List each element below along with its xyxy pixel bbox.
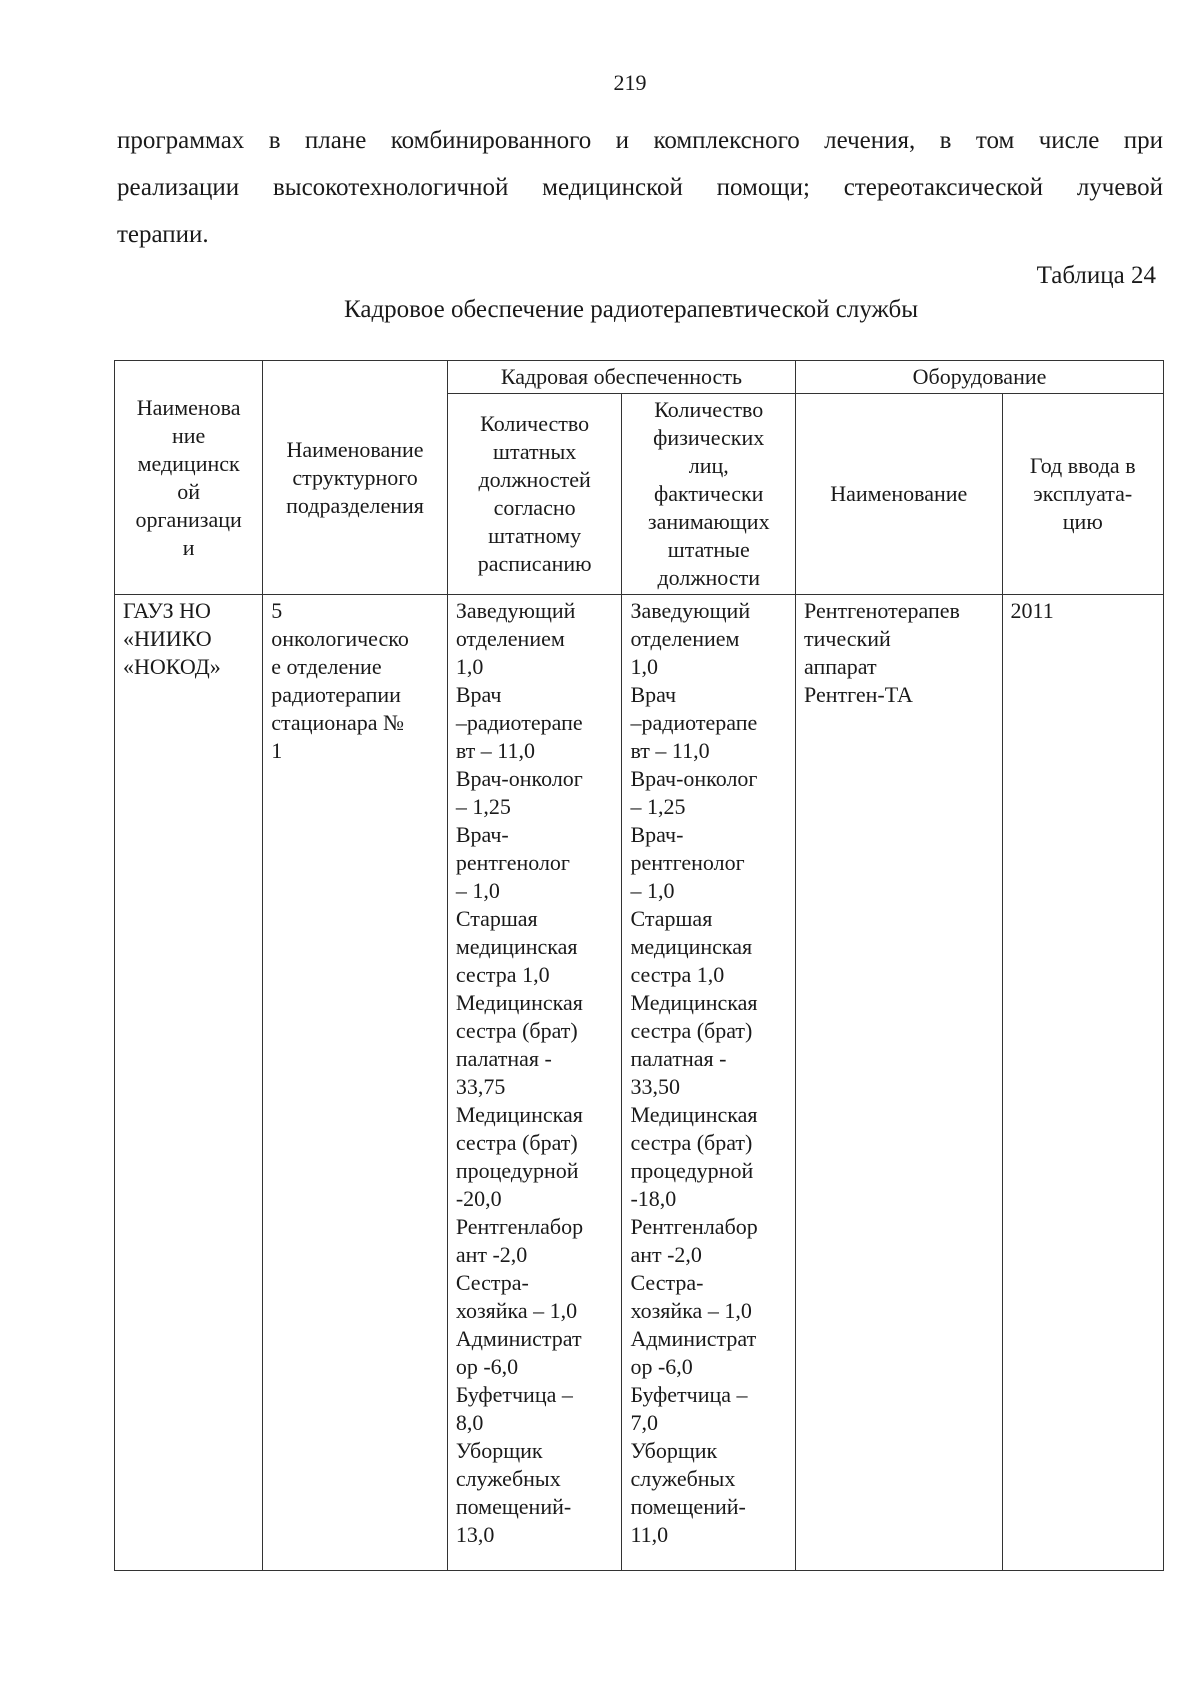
cell-line: служебных [630,1466,736,1491]
cell-line: 1,0 [455,654,484,679]
cell-line: Заведующий [455,598,576,623]
cell-line: е отделение [271,654,382,679]
cell-line: Сестра- [630,1270,704,1295]
header-staff-persons [622,394,796,595]
cell-line: аппарат [804,654,877,679]
cell-line: Рентгенлабор [455,1214,584,1239]
staffing-table [114,360,1164,1571]
cell-line: Администрат [630,1326,757,1351]
cell-organization [115,595,263,1571]
cell-line: сестра (брат) [630,1018,753,1043]
cell-line: штатные [667,537,750,562]
cell-line: Наименова [136,394,241,420]
cell-line: занимающих [647,509,770,534]
cell-line: процедурной [455,1158,579,1183]
cell-line: Уборщик [630,1438,718,1463]
header-equipment-year [1002,394,1163,595]
intro-paragraph [117,117,1163,258]
cell-line: служебных [455,1466,561,1491]
cell-line: помещений- [455,1494,572,1519]
cell-line: Сестра- [455,1270,529,1295]
cell-line: палатная - [455,1046,552,1071]
cell-line: Рентгенлабор [630,1214,758,1239]
cell-line: медицинская [630,934,753,959]
cell-line: Рентгенотерапев [804,598,960,623]
cell-line: «НИИКО [123,626,212,651]
table-number: Таблица 24 [1036,262,1156,289]
cell-line: ой [177,478,201,504]
cell-line: вт – 11,0 [455,738,535,763]
cell-line: сестра 1,0 [630,962,725,987]
cell-line: сестра (брат) [630,1130,753,1155]
cell-line: палатная - [630,1046,727,1071]
cell-line: ГАУЗ НО [123,598,211,623]
cell-line: Медицинская [630,990,758,1015]
cell-line: –радиотерапе [630,710,758,735]
table-title: Кадровое обеспечение радиотерапевтической службы [344,296,918,323]
cell-line: и [182,534,195,560]
cell-line: медицинск [137,450,240,476]
cell-line: ор -6,0 [455,1354,519,1379]
header-staffing-group: Кадровая обеспеченность [447,361,795,394]
cell-line: -18,0 [630,1186,677,1211]
cell-line: онкологическо [271,626,409,651]
cell-line: Врач-онколог [455,766,583,791]
cell-line: «НОКОД» [123,654,221,679]
cell-line: ор -6,0 [630,1354,693,1379]
cell-line: Медицинская [455,1102,583,1127]
cell-line: Старшая [455,906,538,931]
cell-line: 11,0 [630,1522,669,1547]
cell-line: ант -2,0 [630,1242,702,1267]
cell-line: цию [1062,509,1103,534]
header-equipment-group: Оборудование [796,361,1164,394]
cell-line: 33,75 [455,1074,506,1099]
cell-line: Врач-онколог [630,766,758,791]
cell-line: расписанию [477,551,592,576]
cell-equipment-year: 2011 [1002,595,1163,1571]
cell-line: вт – 11,0 [630,738,710,763]
cell-line: Старшая [630,906,713,931]
table-row [115,595,1164,1571]
cell-line: рентгенолог [455,850,570,875]
cell-line: Буфетчица – [630,1382,748,1407]
cell-line: Администрат [455,1326,582,1351]
cell-line: эксплуата- [1033,481,1133,506]
cell-line: Наименование [286,436,424,462]
cell-line: стационара № [271,710,405,735]
cell-line: –радиотерапе [455,710,583,735]
cell-line: 1,0 [630,654,658,679]
cell-line: 33,50 [630,1074,680,1099]
cell-line: медицинская [455,934,578,959]
cell-line: Врач [455,682,502,707]
cell-line: сестра (брат) [455,1130,578,1155]
cell-line: сестра (брат) [455,1018,578,1043]
cell-staff-persons [622,595,796,1571]
cell-line: Год ввода в [1029,453,1136,478]
cell-line: отделением [630,626,740,651]
cell-line: Медицинская [630,1102,758,1127]
header-department [263,361,448,595]
cell-line: – 1,25 [630,794,686,819]
cell-line: отделением [455,626,565,651]
cell-line: штатных [493,439,577,464]
cell-line: -20,0 [455,1186,502,1211]
cell-line: ние [171,422,206,448]
cell-department [263,595,448,1571]
cell-line: сестра 1,0 [455,962,550,987]
header-equipment-name: Наименование [796,394,1003,595]
cell-line: согласно [493,495,576,520]
cell-line: фактически [654,481,764,506]
cell-line: Заведующий [630,598,751,623]
cell-line: процедурной [630,1158,754,1183]
header-organization [115,361,263,595]
cell-line: штатному [488,523,582,548]
cell-line: Рентген-ТА [804,682,913,707]
intro-line: программах в плане комбинированного и комплексного лечения, в том числе при [117,127,1163,154]
cell-line: должности [657,565,761,590]
cell-line: ант -2,0 [455,1242,528,1267]
header-staff-positions [447,394,622,595]
cell-line: Количество [480,411,590,436]
cell-line: Буфетчица – [455,1382,573,1407]
cell-equipment-name [796,595,1003,1571]
cell-line: тический [804,626,891,651]
cell-line: радиотерапии [271,682,401,707]
cell-line: 8,0 [455,1410,484,1435]
page-number: 219 [613,70,647,95]
cell-line: 5 [271,598,283,623]
cell-line: подразделения [286,492,424,518]
cell-line: – 1,25 [455,794,511,819]
cell-line: рентгенолог [630,850,745,875]
cell-line: 7,0 [630,1410,658,1435]
cell-line: помещений- [630,1494,746,1519]
cell-staff-positions [447,595,622,1571]
cell-line: Врач [630,682,677,707]
table-header-row [115,361,1164,394]
cell-line: Количество [654,397,764,422]
cell-line: Медицинская [455,990,583,1015]
intro-line: терапии. [117,221,209,248]
cell-line: хозяйка – 1,0 [630,1298,752,1323]
intro-line: реализации высокотехнологичной медицинской помощи; стереотаксической лучевой [117,174,1163,201]
cell-line: – 1,0 [630,878,675,903]
cell-line: Врач- [455,822,509,847]
cell-line: должностей [478,467,591,492]
cell-line: структурного [292,464,418,490]
cell-line: Уборщик [455,1438,543,1463]
cell-line: 1 [271,738,283,763]
cell-line: лиц, [688,453,729,478]
cell-line: 13,0 [455,1522,495,1547]
cell-line: физических [653,425,765,450]
cell-line: – 1,0 [455,878,500,903]
cell-line: хозяйка – 1,0 [455,1298,578,1323]
cell-line: Врач- [630,822,684,847]
cell-line: организаци [135,506,242,532]
